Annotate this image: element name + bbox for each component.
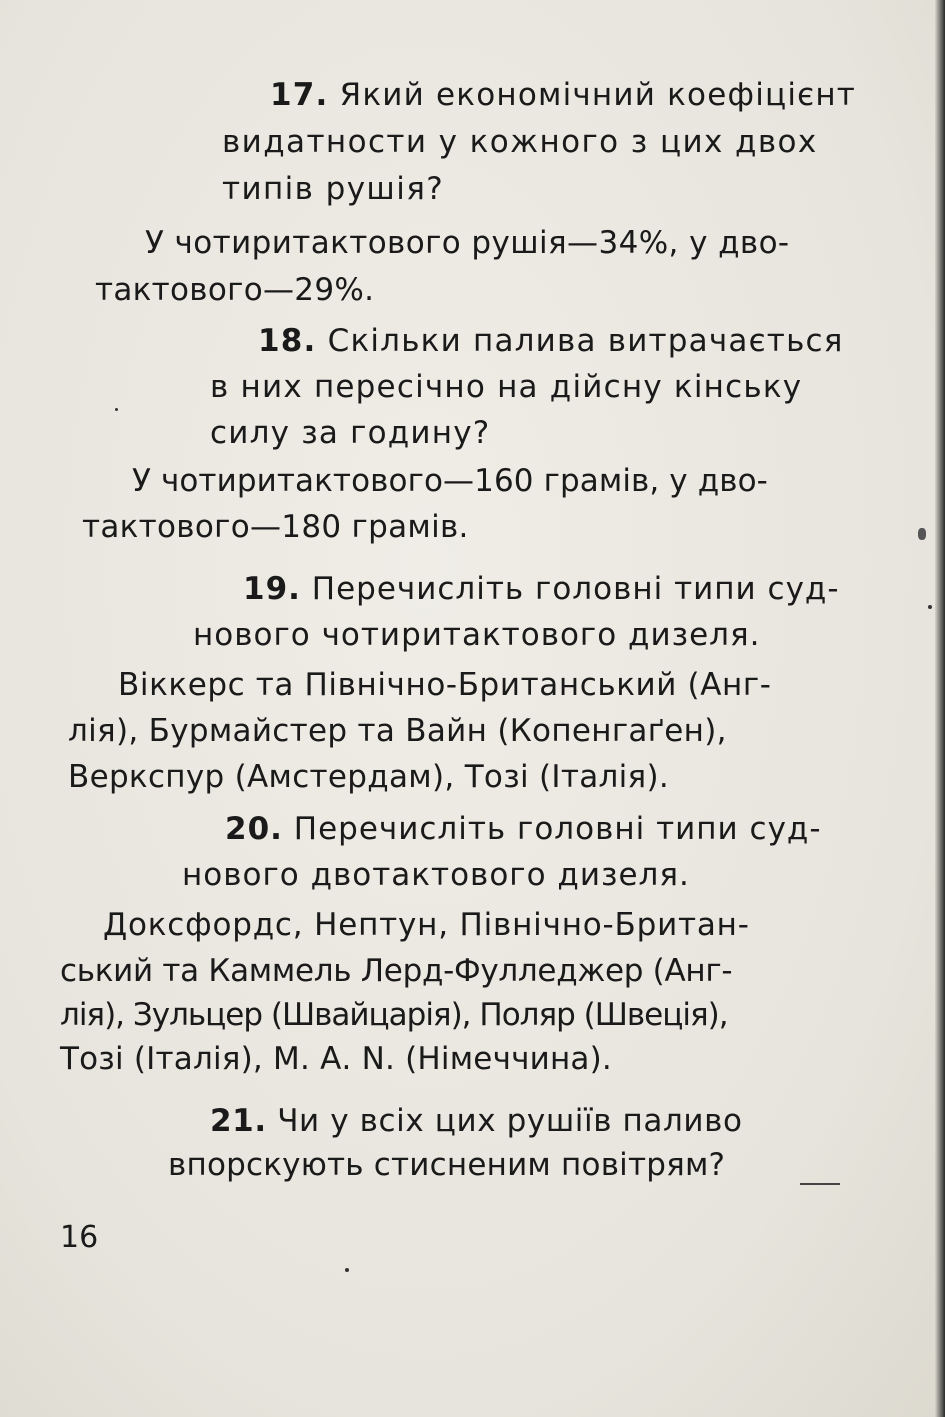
answer-17-line-1: У чотиритактового рушія—34%, у дво- (145, 225, 790, 261)
answer-20-line-3: лія), Зульцер (Швайцарія), Поляр (Швеція), (60, 997, 728, 1033)
print-speck (928, 605, 932, 609)
question-18-line-3: силу за годину? (210, 415, 491, 451)
question-number: 21. (210, 1103, 267, 1139)
answer-19-line-1: Віккерс та Північно-Британський (Анг- (118, 667, 772, 703)
answer-18-line-1: У чотиритактового—160 грамів, у дво- (132, 463, 768, 499)
answer-20-line-1: Доксфордс, Нептун, Північно-Британ- (103, 907, 750, 943)
question-21-line-1 (210, 1103, 743, 1139)
question-18-line-2: в них пересічно на дійсну кінську (210, 369, 803, 405)
question-20-line-2: нового двотактового дизеля. (182, 857, 690, 893)
answer-19-line-3: Веркспур (Амстердам), Тозі (Італія). (68, 759, 670, 795)
page-number: 16 (60, 1220, 99, 1255)
question-text: Перечисліть головні типи суд- (311, 571, 840, 607)
answer-17-line-2: тактового—29%. (95, 272, 375, 308)
question-number: 19. (243, 571, 301, 607)
question-number: 17. (270, 77, 329, 113)
answer-20-line-2: ський та Каммель Лерд-Фулледжер (Анг- (60, 953, 733, 989)
question-19-line-2: нового чотиритактового дизеля. (193, 617, 761, 653)
question-text: Скільки палива витрачається (327, 323, 844, 359)
question-text: Чи у всіх цих рушіїв паливо (277, 1103, 743, 1139)
question-17-line-2: видатности у кожного з цих двох (222, 124, 818, 160)
question-number: 20. (225, 811, 283, 847)
answer-20-line-4: Тозі (Італія), М. А. N. (Німеччина). (60, 1041, 612, 1077)
print-speck (345, 1268, 349, 1272)
question-21-line-2: впорскують стисненим повітрям? (168, 1147, 726, 1183)
page-edge-shadow (935, 0, 945, 1417)
question-20-line-1 (225, 811, 822, 847)
question-text: Який економічний коефіцієнт (339, 77, 857, 113)
question-number: 18. (258, 323, 317, 359)
question-17-line-3: типів рушія? (222, 171, 445, 207)
answer-19-line-2: лія), Бурмайстер та Вайн (Копенгаґен), (68, 713, 727, 749)
question-17-line-1 (270, 77, 857, 113)
print-speck (918, 528, 926, 540)
question-19-line-1 (243, 571, 840, 607)
print-speck (115, 408, 118, 411)
question-text: Перечисліть головні типи суд- (293, 811, 822, 847)
answer-18-line-2: тактового—180 грамів. (82, 509, 469, 545)
question-18-line-1 (258, 323, 844, 359)
print-speck (800, 1183, 840, 1185)
